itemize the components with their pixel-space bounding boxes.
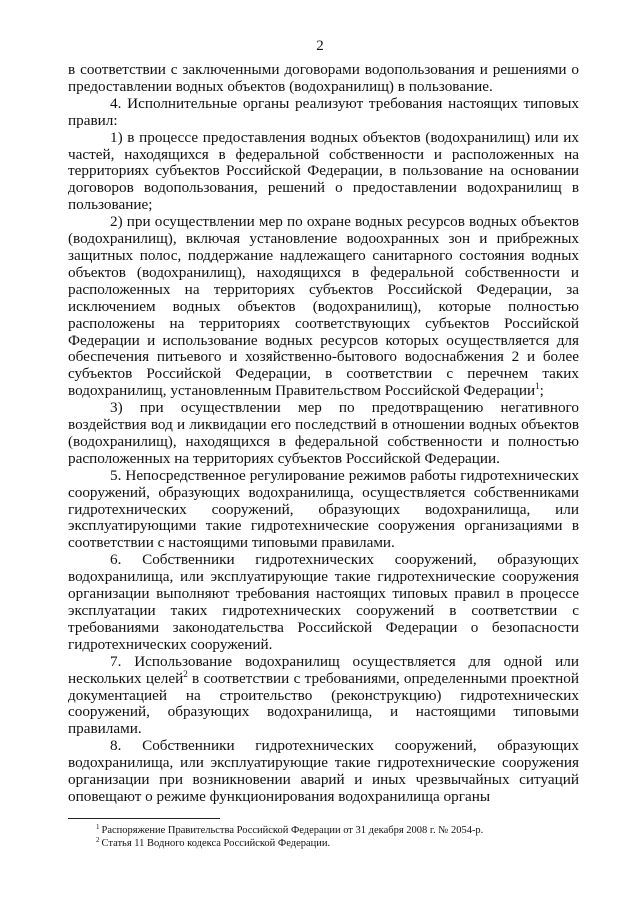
footnote-reference: 1 <box>535 381 540 392</box>
paragraph: 7. Использование водохранилищ осуществляется для одной или нескольких целей$^2$ в соответствии с требованиями, определенными проектной документацией на строительство (реконструкцию) гидротехнических сооружений, образующих водохранилища, и настоящими типовыми правилами. <box>68 652 579 738</box>
page-number: 2 <box>316 38 324 54</box>
footnote: $^2$ Статья 11 Водного кодекса Российской Федерации. <box>96 835 331 849</box>
paragraph: 1) в процессе предоставления водных объектов (водохранилищ) или их частей, находящихся в федеральной собственности и расположенных на территориях субъектов Российской Федерации, в пользование на основании договоров водопользования, решений о предоставлении водохранилищ в пользование; <box>68 128 579 214</box>
paragraph: 3) при осуществлении мер по предотвращению негативного воздействия вод и ликвидации его последствий в отношении водных объектов (водохранилищ), находящихся в федеральной собственности и полностью расположенных на территориях субъектов Российской Федерации. <box>68 399 579 467</box>
footnote-separator <box>68 818 220 819</box>
footnote-number: 1 <box>96 822 100 831</box>
paragraph: 2) при осуществлении мер по охране водных ресурсов водных объектов (водохранилищ), включая установление водоохранных зон и прибрежных защитных полос, поддержание надлежащего санитарного состояния водных объектов (водохранилищ), находящихся в федеральной собственности и расположенных на территориях субъектов Российской Федерации, за исключением водных объектов (водохранилищ), которые полностью расположены на территориях соответствующих субъектов Российской Федерации и использование водных ресурсов которых осуществляется для обеспечения питьевого и хозяйственно-бытового водоснабжения 2 и более субъектов Российской Федерации, в соответствии с перечнем таких водохранилищ, установленным Правительством Российской Федерации$^1$; <box>68 213 579 400</box>
footnote-number: 2 <box>96 835 100 844</box>
paragraph: 5. Непосредственное регулирование режимов работы гидротехнических сооружений, образующих водохранилища, осуществляется собственниками гидротехнических сооружений, образующих водохранилища, или эксплуатирующими такие гидротехнические сооружения организациями в соответствии с настоящими типовыми правилами. <box>68 466 579 552</box>
footnote-reference: 2 <box>183 668 188 679</box>
paragraph: 8. Собственники гидротехнических сооружений, образующих водохранилища, или эксплуатирующие такие гидротехнические сооружения организации при возникновении аварий и иных чрезвычайных ситуаций оповещают о режиме функционирования водохранилища органы <box>68 737 579 805</box>
paragraph: в соответствии с заключенными договорами водопользования и решениями о предоставлении водных объектов (водохранилищ) в пользование. <box>68 61 579 95</box>
footnotes <box>96 824 576 850</box>
paragraph: 4. Исполнительные органы реализуют требования настоящих типовых правил: <box>68 94 579 129</box>
body-text <box>68 62 579 806</box>
paragraph: 6. Собственники гидротехнических сооружений, образующих водохранилища, или эксплуатирующие такие гидротехнические сооружения организации выполняют требования настоящих типовых правил в процессе эксплуатации таких гидротехнических сооружений в соответствии с требованиями законодательства Российской Федерации о безопасности гидротехнических сооружений. <box>68 551 579 653</box>
footnote: $^1$ Распоряжение Правительства Российской Федерации от 31 декабря 2008 г. № 2054-р. <box>96 822 484 836</box>
